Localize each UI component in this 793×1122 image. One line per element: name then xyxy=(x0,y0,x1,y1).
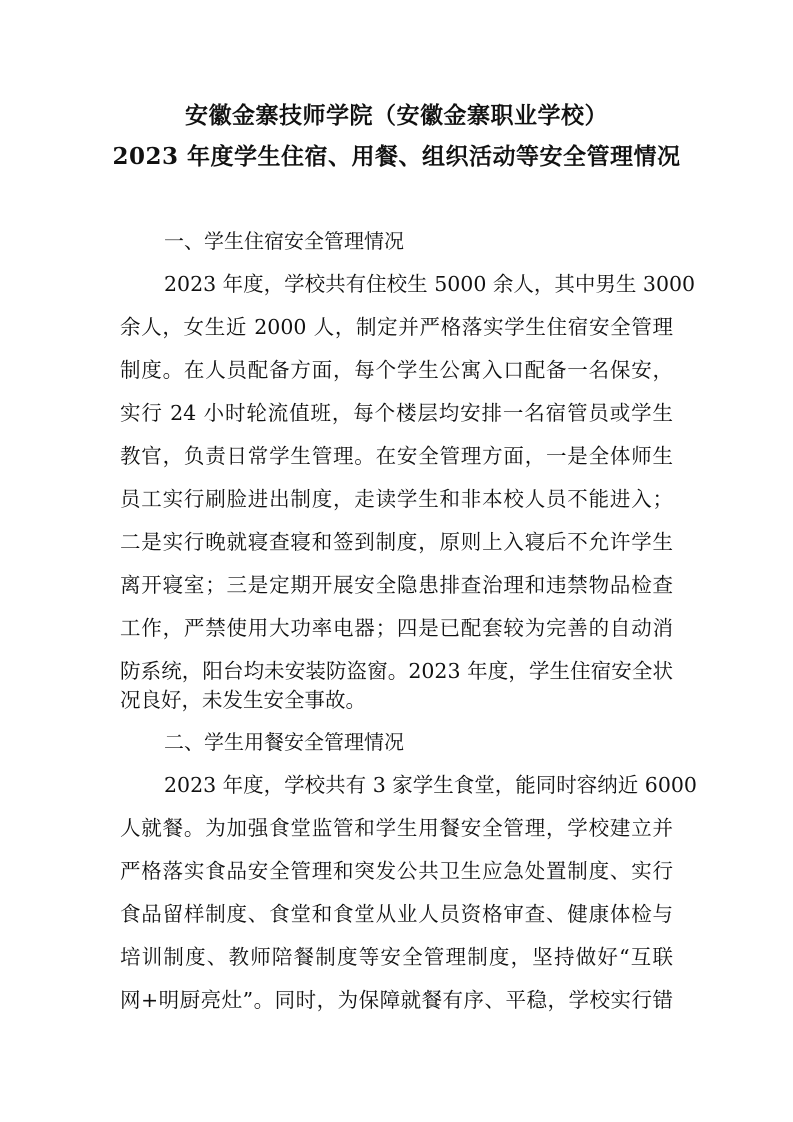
paragraph-line: 况良好，未发生安全事故。 xyxy=(120,688,366,712)
paragraph-line: 2023 年度，学校共有 3 家学生食堂，能同时容纳近 6000 xyxy=(164,773,697,797)
paragraph-line: 离开寝室；三是定期开展安全隐患排查治理和违禁物品检查 xyxy=(120,573,673,597)
paragraph-line: 员工实行刷脸进出制度，走读学生和非本校人员不能进入； xyxy=(120,487,673,511)
paragraph-line: 教官，负责日常学生管理。在安全管理方面，一是全体师生 xyxy=(120,444,673,468)
paragraph-line: 2023 年度，学校共有住校生 5000 余人，其中男生 3000 xyxy=(164,272,696,296)
paragraph-line: 网+明厨亮灶”。同时，为保障就餐有序、平稳，学校实行错 xyxy=(120,988,673,1012)
paragraph-line: 工作，严禁使用大功率电器；四是已配套较为完善的自动消 xyxy=(120,616,673,640)
paragraph-line: 培训制度、教师陪餐制度等安全管理制度，坚持做好“互联 xyxy=(120,945,673,969)
section-heading-dormitory: 一、学生住宿安全管理情况 xyxy=(164,229,404,253)
paragraph-line: 余人，女生近 2000 人，制定并严格落实学生住宿安全管理 xyxy=(120,315,673,339)
paragraph-line: 食品留样制度、食堂和食堂从业人员资格审查、健康体检与 xyxy=(120,902,673,926)
paragraph-line: 严格落实食品安全管理和突发公共卫生应急处置制度、实行 xyxy=(120,859,673,883)
paragraph-line: 人就餐。为加强食堂监管和学生用餐安全管理，学校建立并 xyxy=(120,816,673,840)
section-heading-dining: 二、学生用餐安全管理情况 xyxy=(164,730,404,754)
document-title-line-2: 2023 年度学生住宿、用餐、组织活动等安全管理情况 xyxy=(112,143,681,170)
paragraph-line: 二是实行晚就寝查寝和签到制度，原则上入寝后不允许学生 xyxy=(120,530,673,554)
paragraph-line: 制度。在人员配备方面，每个学生公寓入口配备一名保安， xyxy=(120,358,673,382)
paragraph-line: 实行 24 小时轮流值班，每个楼层均安排一名宿管员或学生 xyxy=(120,401,673,425)
document-title-line-1: 安徽金寨技师学院（安徽金寨职业学校） xyxy=(185,102,608,129)
paragraph-line: 防系统，阳台均未安装防盗窗。2023 年度，学生住宿安全状 xyxy=(120,659,673,683)
